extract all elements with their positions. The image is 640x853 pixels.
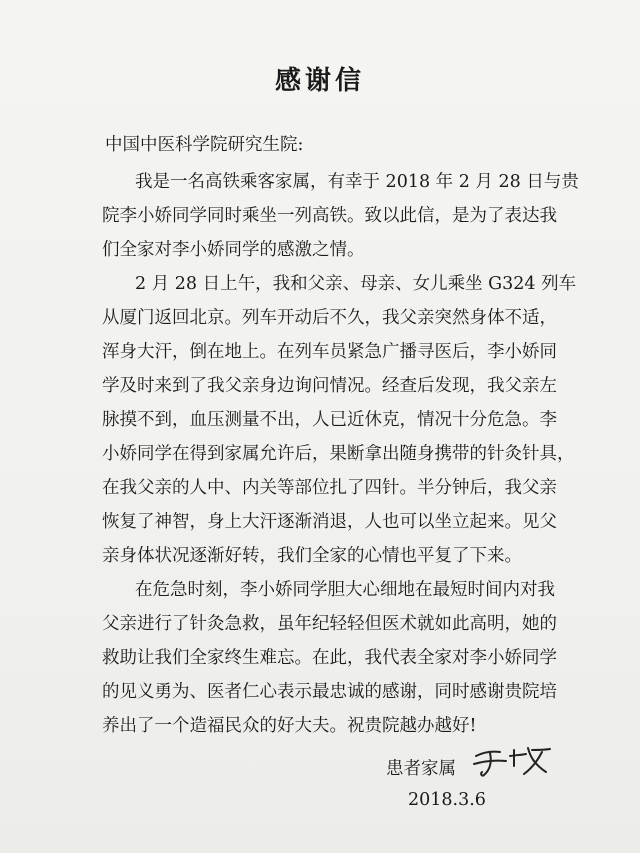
handwritten-signature — [470, 742, 560, 782]
body-line: 在我父亲的人中、内关等部位扎了四针。半分钟后，我父亲 — [102, 478, 557, 498]
body-line: 们全家对李小娇同学的感激之情。 — [102, 240, 365, 260]
body-line: 2 月 28 日上午，我和父亲、母亲、女儿乘坐 G324 列车 — [135, 274, 577, 294]
body-line: 亲身体状况逐渐好转，我们全家的心情也平复了下来。 — [102, 546, 522, 566]
body-line: 从厦门返回北京。列车开动后不久，我父亲突然身体不适， — [102, 308, 557, 328]
body-line: 学及时来到了我父亲身边询问情况。经查后发现，我父亲左 — [102, 376, 557, 396]
body-line: 父亲进行了针灸急救，虽年纪轻轻但医术就如此高明，她的 — [102, 614, 557, 634]
body-line: 救助让我们全家终生难忘。在此，我代表全家对李小娇同学 — [102, 648, 557, 668]
body-line: 小娇同学在得到家属允许后，果断拿出随身携带的针灸针具， — [102, 444, 575, 464]
body-line: 恢复了神智，身上大汗逐渐消退，人也可以坐立起来。见父 — [102, 512, 557, 532]
letter-date: 2018.3.6 — [408, 790, 486, 810]
salutation: 中国中医科学院研究生院: — [105, 135, 304, 155]
body-line: 在危急时刻，李小娇同学胆大心细地在最短时间内对我 — [135, 580, 555, 600]
body-line: 浑身大汗，倒在地上。在列车员紧急广播寻医后，李小娇同 — [102, 342, 557, 362]
body-line: 院李小娇同学同时乘坐一列高铁。致以此信，是为了表达我 — [102, 206, 557, 226]
body-line: 我是一名高铁乘客家属，有幸于 2018 年 2 月 28 日与贵 — [135, 172, 579, 192]
sign-label: 患者家属 — [386, 759, 456, 779]
body-line: 脉摸不到，血压测量不出，人已近休克，情况十分危急。李 — [102, 410, 557, 430]
letter-title: 感谢信 — [274, 66, 365, 96]
body-line: 养出了一个造福民众的好大夫。祝贵院越办越好! — [102, 716, 477, 736]
body-line: 的见义勇为、医者仁心表示最忠诚的感谢，同时感谢贵院培 — [102, 682, 557, 702]
